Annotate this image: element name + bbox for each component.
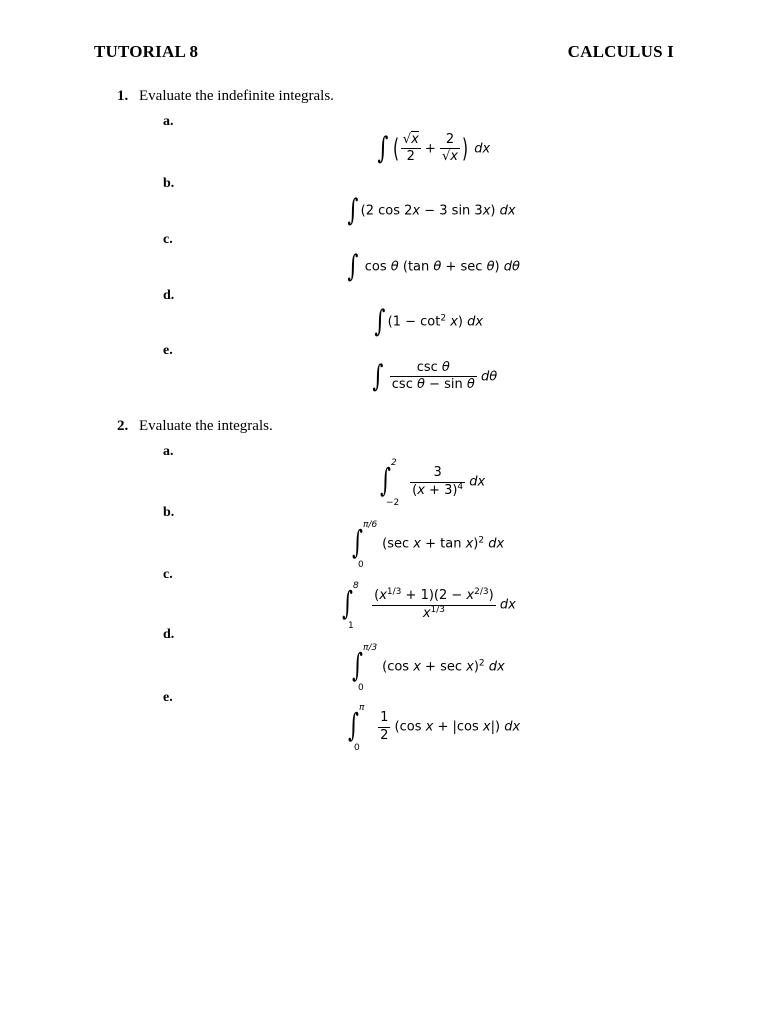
q2c-formula: ∫ 8 1 $\frac{(x^{1/3} + 1)(2 - x^{2/3})}{x^{1/3}}$ dx [342, 581, 516, 631]
question-1-prompt: Evaluate the indefinite integrals. [139, 88, 334, 104]
q2d-lower-limit: 0 [358, 683, 364, 693]
q2d-formula: ∫ π/3 0 (cos x + sec x)$^2$ dx [352, 643, 505, 693]
q2a-lower-limit: −2 [386, 498, 400, 508]
q2-part-e-label: e. [163, 690, 173, 705]
q2c-upper-limit: 8 [353, 581, 359, 591]
q2d-upper-limit: π/3 [363, 643, 378, 653]
q2b-upper-limit: π/6 [363, 520, 378, 530]
q1c-formula: ∫ cos θ (tan θ + sec θ) dθ [347, 249, 520, 284]
q1-part-e-label: e. [163, 343, 173, 358]
q2-part-d-label: d. [163, 627, 175, 642]
q1a-formula: ∫ ( $\frac{√x}{2}$ + $\frac{2}{√x}$ ) dx [377, 130, 491, 166]
question-2-number: 2. [117, 418, 129, 434]
header-title-right: CALCULUS I [567, 42, 674, 61]
question-2-prompt: Evaluate the integrals. [139, 418, 273, 434]
q2-part-a-label: a. [163, 444, 174, 459]
q2a-upper-limit: 2 [391, 458, 397, 468]
q1-part-d-label: d. [163, 288, 175, 303]
q2-part-c-label: c. [163, 567, 173, 582]
q1-part-c-label: c. [163, 232, 173, 247]
q2c-lower-limit: 1 [348, 621, 354, 631]
q2b-lower-limit: 0 [358, 560, 364, 570]
q1-part-a-label: a. [163, 114, 174, 129]
q2-part-b-label: b. [163, 505, 175, 520]
question-2-heading [117, 418, 273, 435]
q2e-lower-limit: 0 [354, 743, 360, 753]
q1e-formula: ∫ $\frac{\text{csc θ}}{\text{csc θ − sin θ}}$ dθ [372, 358, 498, 394]
q1b-formula: ∫ (2 cos 2x − 3 sin 3x) dx [347, 193, 516, 228]
q2e-upper-limit: π [359, 703, 365, 713]
q2b-formula: ∫ π/6 0 (sec x + tan x)$^2$ dx [352, 520, 505, 570]
q1d-formula: ∫ $(1 - \cot^2 x)$ dx [374, 304, 484, 339]
question-1-heading [117, 88, 334, 105]
header-title-left: TUTORIAL 8 [94, 42, 199, 61]
q2e-formula: ∫ π 0 $\frac{1}{2}$ (cos x + |cos x|) dx [348, 703, 521, 753]
question-1-number: 1. [117, 88, 129, 104]
q1-part-b-label: b. [163, 176, 175, 191]
q2a-formula: ∫ 2 −2 $\frac{3}{(x + 3)^4}$ dx [380, 458, 486, 508]
